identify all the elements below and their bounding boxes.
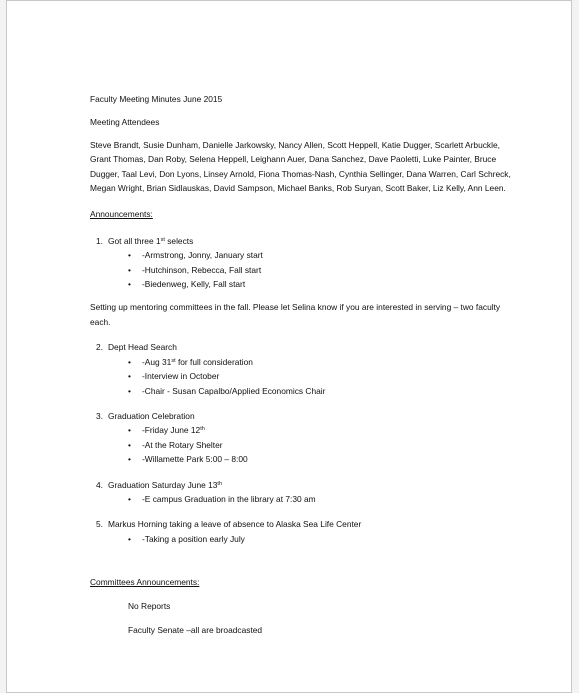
bullet-item [90, 248, 520, 262]
announcement-heading-4 [90, 478, 520, 492]
bullet-text: -At the Rotary Shelter [142, 439, 223, 450]
item-heading-text: Dept Head Search [108, 342, 177, 353]
bullet-dot-icon: • [128, 439, 131, 450]
bullet-dot-icon: • [128, 264, 131, 275]
bullet-text: -E campus Graduation in the library at 7:30 am [142, 493, 316, 504]
bullet-text: -Friday June 12 [142, 425, 201, 436]
bullet-dot-icon: • [128, 371, 131, 382]
bullet-list [90, 532, 520, 546]
bullet-dot-icon: • [128, 279, 131, 290]
bullet-dot-icon: • [128, 533, 131, 544]
item-heading-tail: selects [164, 235, 194, 246]
bullet-text: -Chair - Susan Capalbo/Applied Economics Chair [142, 385, 326, 396]
bullet-text: -Armstrong, Jonny, January start [142, 250, 263, 261]
bullet-item [90, 492, 520, 506]
bullet-dot-icon: • [128, 493, 131, 504]
mentoring-note: Setting up mentoring committees in the fall. Please let Selina know if you are interested in serving – two faculty each. [90, 302, 501, 327]
item-number: 1. [96, 235, 103, 246]
bullet-text: -Aug 31 [142, 356, 172, 367]
announcement-heading-3 [90, 409, 520, 423]
bullet-dot-icon: • [128, 425, 131, 436]
announcement-item-1 [90, 234, 520, 292]
bullet-item [90, 438, 520, 452]
bullet-list [90, 355, 520, 398]
announcement-heading-5 [90, 517, 520, 531]
item-heading-text: Graduation Celebration [108, 410, 195, 421]
bullet-text: -Hutchinson, Rebecca, Fall start [142, 264, 262, 275]
item-number: 4. [96, 479, 103, 490]
bullet-dot-icon: • [128, 250, 131, 261]
bullet-item [90, 384, 520, 398]
document-title: Faculty Meeting Minutes June 2015 [90, 94, 223, 104]
bullet-text: -Taking a position early July [142, 533, 245, 544]
bullet-list [90, 248, 520, 291]
bullet-list [90, 492, 520, 506]
item-heading-text: Markus Horning taking a leave of absence to Alaska Sea Life Center [108, 519, 362, 530]
bullet-text: -Willamette Park 5:00 – 8:00 [142, 454, 248, 465]
item-heading-text: Graduation Saturday June 13 [108, 479, 218, 490]
bullet-item [90, 277, 520, 291]
ordinal-suffix: st [171, 357, 176, 364]
committee-faculty-senate: Faculty Senate –all are broadcasted [128, 624, 263, 635]
ordinal-suffix: th [200, 426, 205, 433]
item-number: 3. [96, 410, 103, 421]
bullet-text: -Interview in October [142, 371, 220, 382]
announcement-heading-2 [90, 340, 520, 354]
bullet-dot-icon: • [128, 454, 131, 465]
bullet-item [90, 423, 520, 437]
committee-no-reports: No Reports [128, 600, 171, 611]
item-number: 5. [96, 519, 103, 530]
committees-heading: Committees Announcements: [90, 577, 200, 588]
document-body [90, 92, 520, 637]
bullet-list [90, 423, 520, 466]
bullet-dot-icon: • [128, 385, 131, 396]
item-number: 2. [96, 342, 103, 353]
ordinal-suffix: st [160, 236, 165, 243]
bullet-item [90, 532, 520, 546]
bullet-text: -Biedenweg, Kelly, Fall start [142, 279, 246, 290]
bullet-item [90, 452, 520, 466]
bullet-item [90, 369, 520, 383]
bullet-dot-icon: • [128, 356, 131, 367]
announcement-item-5 [90, 517, 520, 546]
attendees-label: Meeting Attendees [90, 117, 160, 128]
announcement-item-4 [90, 478, 520, 507]
ordinal-suffix: th [217, 480, 223, 487]
item-heading-text: Got all three 1 [108, 235, 161, 246]
attendees-list: Steve Brandt, Susie Dunham, Danielle Jarkowsky, Nancy Allen, Scott Heppell, Katie Dugger, Scarlett Arbuckle, Grant Thomas, Dan Roby, Selena Heppell, Leighann Auer, Dana Sanchez, Dave Paoletti, Luke Painter, Bruce Dugger, Taal Levi, Don Lyons, Linsey Arnold, Fiona Thomas-Nash, Cynthia Sellinger, Dana Warren, Carl Schreck, Megan Wright, Brian Sidlauskas, David Sampson, Michael Banks, Rob Suryan, Scott Baker, Liz Kelly, Ann Leen. [90, 139, 511, 194]
bullet-item [90, 355, 520, 369]
announcement-heading-1 [90, 234, 520, 248]
document-page [6, 0, 572, 693]
bullet-item [90, 263, 520, 277]
announcement-item-3 [90, 409, 520, 467]
bullet-text-tail: for full consideration [175, 356, 253, 367]
announcements-heading: Announcements: [90, 209, 153, 220]
announcement-item-2 [90, 340, 520, 398]
